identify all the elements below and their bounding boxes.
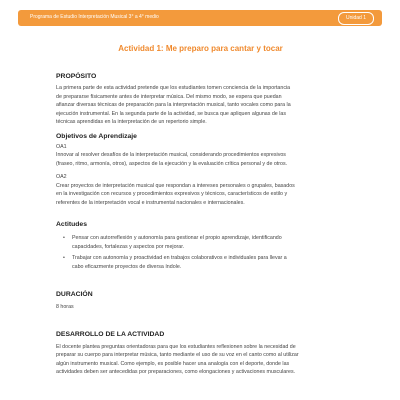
duracion-value: 8 horas: [56, 304, 74, 310]
list-item-line: capacidades, fortalezas y aspectos por mejorar.: [72, 243, 185, 250]
objective-line: Innovar al resolver desafíos de la interpretación musical, considerando procedimientos expresivos: [56, 152, 286, 158]
proposito-heading: PROPÓSITO: [56, 73, 97, 80]
objective-oa1: [56, 143, 345, 169]
objective-line: Crear proyectos de interpretación musical que respondan a intereses personales o grupales, basados: [56, 182, 295, 189]
desarrollo-heading: DESARROLLO DE LA ACTIVIDAD: [56, 330, 165, 338]
activity-title: Actividad 1: Me preparo para cantar y tocar: [118, 44, 283, 53]
paragraph-line: preparar su cuerpo para interpretar música, tanto mediante el uso de su voz en el canto como al utilizar: [56, 352, 299, 358]
list-item-line: Trabajar con autonomía y proactividad en trabajos colaborativos e individuales para llevar a: [72, 255, 287, 261]
objective-code: OA2: [56, 174, 67, 180]
bullet-icon: •: [63, 235, 65, 241]
paragraph-line: de prepararse físicamente antes de interpretar música. Del mismo modo, se espera que puedan: [56, 93, 282, 100]
objective-line: (fraseo, ritmo, armonía, otros), aspectos de la ejecución y la evaluación crítica personal y de otros.: [56, 160, 288, 167]
paragraph-line: técnicas aprendidas en la interpretación de un repertorio simple.: [56, 119, 207, 125]
desarrollo-paragraph: [56, 343, 345, 377]
program-title: Programa de Estudio Interpretación Musical 3° a 4° medio: [30, 14, 159, 20]
objective-line: en la investigación con recursos y procedimientos expresivos y técnicos, característicos de estilo y: [56, 191, 288, 197]
paragraph-line: actividades deben ser antecedidas por preparaciones, como elongaciones y activaciones musculares.: [56, 369, 296, 375]
actitudes-heading: Actitudes: [56, 221, 87, 228]
paragraph-line: algún instrumento musical. Como ejemplo, es posible hacer una analogía con el deporte, donde las: [56, 360, 290, 367]
duracion-heading: DURACIÓN: [56, 291, 93, 298]
objective-line: referentes de la interpretación vocal e instrumental nacionales e internacionales.: [56, 199, 245, 206]
objective-code: OA1: [56, 143, 67, 150]
paragraph-line: ejecución instrumental. En la segunda parte de la actividad, se busca que apliquen algunas de las: [56, 110, 286, 117]
paragraph-line: El docente plantea preguntas orientadoras para que los estudiantes reflexionen sobre la necesidad de: [56, 343, 296, 350]
paragraph-line: La primera parte de esta actividad pretende que los estudiantes tomen conciencia de la importancia: [56, 85, 291, 91]
unit-badge: Unidad 1: [338, 12, 374, 25]
actitudes-list: [56, 234, 345, 271]
list-item-line: Pensar con autorreflexión y autonomía para gestionar el propio aprendizaje, identificando: [72, 235, 282, 241]
bullet-icon: •: [63, 255, 65, 261]
list-item-line: cabo eficazmente proyectos de diversa índole.: [72, 263, 182, 270]
page-header: [18, 10, 382, 26]
objective-oa2: [56, 173, 345, 207]
list-item: [63, 234, 345, 251]
list-item: [63, 254, 345, 271]
objetivos-heading: Objetivos de Aprendizaje: [56, 132, 137, 140]
paragraph-line: afianzar diversas técnicas de preparación para la interpretación musical, tanto vocales como para la: [56, 102, 291, 108]
proposito-paragraph: [56, 84, 345, 127]
document-body: [56, 44, 345, 377]
